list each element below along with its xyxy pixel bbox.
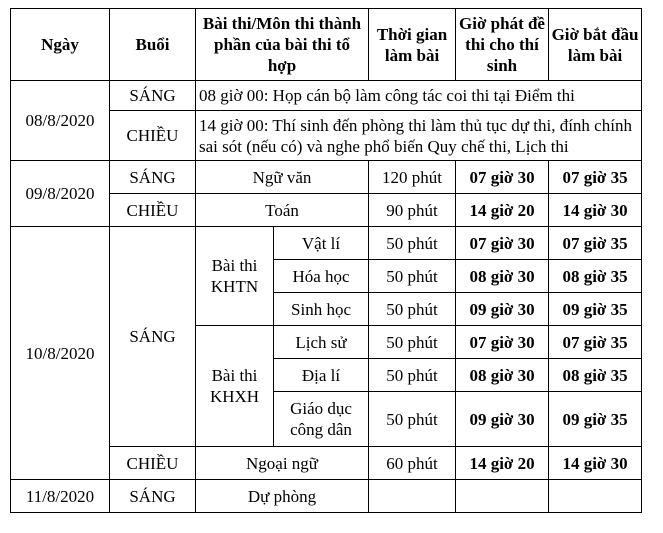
header-distribute-time: Giờ phát đề thi cho thí sinh: [456, 9, 549, 81]
duration-cell: 120 phút: [369, 161, 456, 194]
session-cell: CHIỀU: [110, 447, 196, 480]
session-cell: CHIỀU: [110, 111, 196, 161]
start-time-cell: 07 giờ 35: [549, 161, 642, 194]
start-time-cell: 09 giờ 35: [549, 293, 642, 326]
distribute-time-cell: 07 giờ 30: [456, 161, 549, 194]
distribute-time-cell: 14 giờ 20: [456, 194, 549, 227]
date-cell: 10/8/2020: [11, 227, 110, 480]
group-cell-khtn: Bài thi KHTN: [196, 227, 274, 326]
duration-cell: 90 phút: [369, 194, 456, 227]
distribute-time-cell: 08 giờ 30: [456, 359, 549, 392]
duration-cell: 50 phút: [369, 260, 456, 293]
header-duration: Thời gian làm bài: [369, 9, 456, 81]
subject-cell: Toán: [196, 194, 369, 227]
exam-schedule-table: [10, 8, 642, 513]
header-session: Buổi: [110, 9, 196, 81]
subject-cell: Ngữ văn: [196, 161, 369, 194]
duration-cell: 50 phút: [369, 359, 456, 392]
distribute-time-cell: 07 giờ 30: [456, 227, 549, 260]
session-cell: SÁNG: [110, 227, 196, 447]
duration-cell: 60 phút: [369, 447, 456, 480]
distribute-time-cell: [456, 480, 549, 513]
note-cell: 08 giờ 00: Họp cán bộ làm công tác coi thi tại Điểm thi: [196, 81, 642, 111]
header-row: [11, 9, 642, 81]
table-row: [11, 227, 642, 260]
start-time-cell: 08 giờ 35: [549, 359, 642, 392]
header-date: Ngày: [11, 9, 110, 81]
start-time-cell: 14 giờ 30: [549, 194, 642, 227]
subject-cell: Sinh học: [274, 293, 369, 326]
group-cell-khxh: Bài thi KHXH: [196, 326, 274, 447]
distribute-time-cell: 08 giờ 30: [456, 260, 549, 293]
subject-cell: Ngoại ngữ: [196, 447, 369, 480]
start-time-cell: 09 giờ 35: [549, 392, 642, 447]
note-cell: 14 giờ 00: Thí sinh đến phòng thi làm thủ tục dự thi, đính chính sai sót (nếu có) và nghe phổ biến Quy chế thi, Lịch thi: [196, 111, 642, 161]
distribute-time-cell: 07 giờ 30: [456, 326, 549, 359]
duration-cell: 50 phút: [369, 293, 456, 326]
session-cell: SÁNG: [110, 161, 196, 194]
duration-cell: 50 phút: [369, 227, 456, 260]
duration-cell: 50 phút: [369, 326, 456, 359]
start-time-cell: [549, 480, 642, 513]
session-cell: SÁNG: [110, 81, 196, 111]
table-row: [11, 480, 642, 513]
subject-cell: Địa lí: [274, 359, 369, 392]
date-cell: 08/8/2020: [11, 81, 110, 161]
session-cell: SÁNG: [110, 480, 196, 513]
date-cell: 11/8/2020: [11, 480, 110, 513]
table-row: [11, 161, 642, 194]
distribute-time-cell: 09 giờ 30: [456, 392, 549, 447]
date-cell: 09/8/2020: [11, 161, 110, 227]
start-time-cell: 07 giờ 35: [549, 326, 642, 359]
subject-cell: Hóa học: [274, 260, 369, 293]
subject-cell: Giáo dục công dân: [274, 392, 369, 447]
start-time-cell: 07 giờ 35: [549, 227, 642, 260]
subject-cell: Dự phòng: [196, 480, 369, 513]
header-start-time: Giờ bắt đầu làm bài: [549, 9, 642, 81]
subject-cell: Vật lí: [274, 227, 369, 260]
duration-cell: 50 phút: [369, 392, 456, 447]
distribute-time-cell: 14 giờ 20: [456, 447, 549, 480]
start-time-cell: 08 giờ 35: [549, 260, 642, 293]
table-row: [11, 81, 642, 111]
distribute-time-cell: 09 giờ 30: [456, 293, 549, 326]
subject-cell: Lịch sử: [274, 326, 369, 359]
session-cell: CHIỀU: [110, 194, 196, 227]
header-subject: Bài thi/Môn thi thành phần của bài thi tổ hợp: [196, 9, 369, 81]
start-time-cell: 14 giờ 30: [549, 447, 642, 480]
duration-cell: [369, 480, 456, 513]
